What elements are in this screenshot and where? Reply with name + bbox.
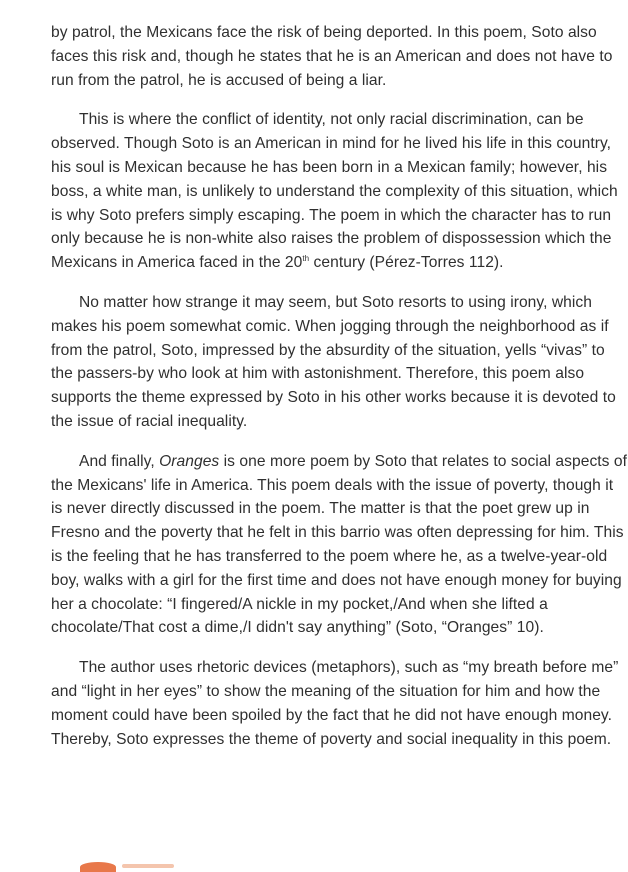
paragraph-2-citation: century (Pérez-Torres 112). xyxy=(309,254,504,272)
paragraph-5: The author uses rhetoric devices (metaphors), such as “my breath before me” and “light in her eyes” to show the meaning of the situation for him and how the moment could have been spoiled by the fact that he did not have enough money. Thereby, Soto expresses the theme of poverty and social inequality in this poem. xyxy=(51,659,619,748)
paragraph-2 xyxy=(51,108,627,275)
paragraph-1: by patrol, the Mexicans face the risk of being deported. In this poem, Soto also faces this risk and, though he states that he is an American and does not have to run from the patrol, he is accused of being a liar. xyxy=(51,24,613,89)
paragraph-2-text: This is where the conflict of identity, not only racial discrimination, can be observed. Though Soto is an American in mind for he lived his life in this country, his soul is Mexican because he has been born in a Mexican family; however, his boss, a white man, is unlikely to understand the complexity of this situation, which is why Soto prefers simply escaping. The poem in which the character has to run only because he is non-white also raises the problem of dispossession which the Mexicans in America faced in the 20 xyxy=(51,111,618,272)
footer-logo-mark xyxy=(80,862,116,872)
poem-title: Oranges xyxy=(159,452,220,470)
paragraph-4 xyxy=(51,450,627,640)
paragraph-4-intro: And finally, xyxy=(79,452,160,470)
paragraph-2-superscript: th xyxy=(302,254,310,264)
footer-logo-text-mark xyxy=(122,864,174,868)
document-body xyxy=(51,21,627,767)
paragraph-3: No matter how strange it may seem, but Soto resorts to using irony, which makes his poem somewhat comic. When jogging through the neighborhood as if from the patrol, Soto, impressed by the absurdity of the situation, yells “vivas” to the passers-by who look at him with astonishment. Therefore, this poem also supports the theme expressed by Soto in his other works because it is devoted to the issue of racial inequality. xyxy=(51,293,616,430)
paragraph-4-text: is one more poem by Soto that relates to social aspects of the Mexicans' life in America. This poem deals with the issue of poverty, though it is never directly discussed in the poem. The matter is that the poet grew up in Fresno and the poverty that he felt in this barrio was often depressing for him. This is the feeling that he has transferred to the poem where he, as a twelve-year-old boy, walks with a girl for the first time and does not have enough money for buying her a chocolate: “I fingered/A nickle in my pocket,/And when she lifted a chocolate/That cost a dime,/I didn't say anything” (Soto, “Oranges” 10). xyxy=(51,452,628,637)
